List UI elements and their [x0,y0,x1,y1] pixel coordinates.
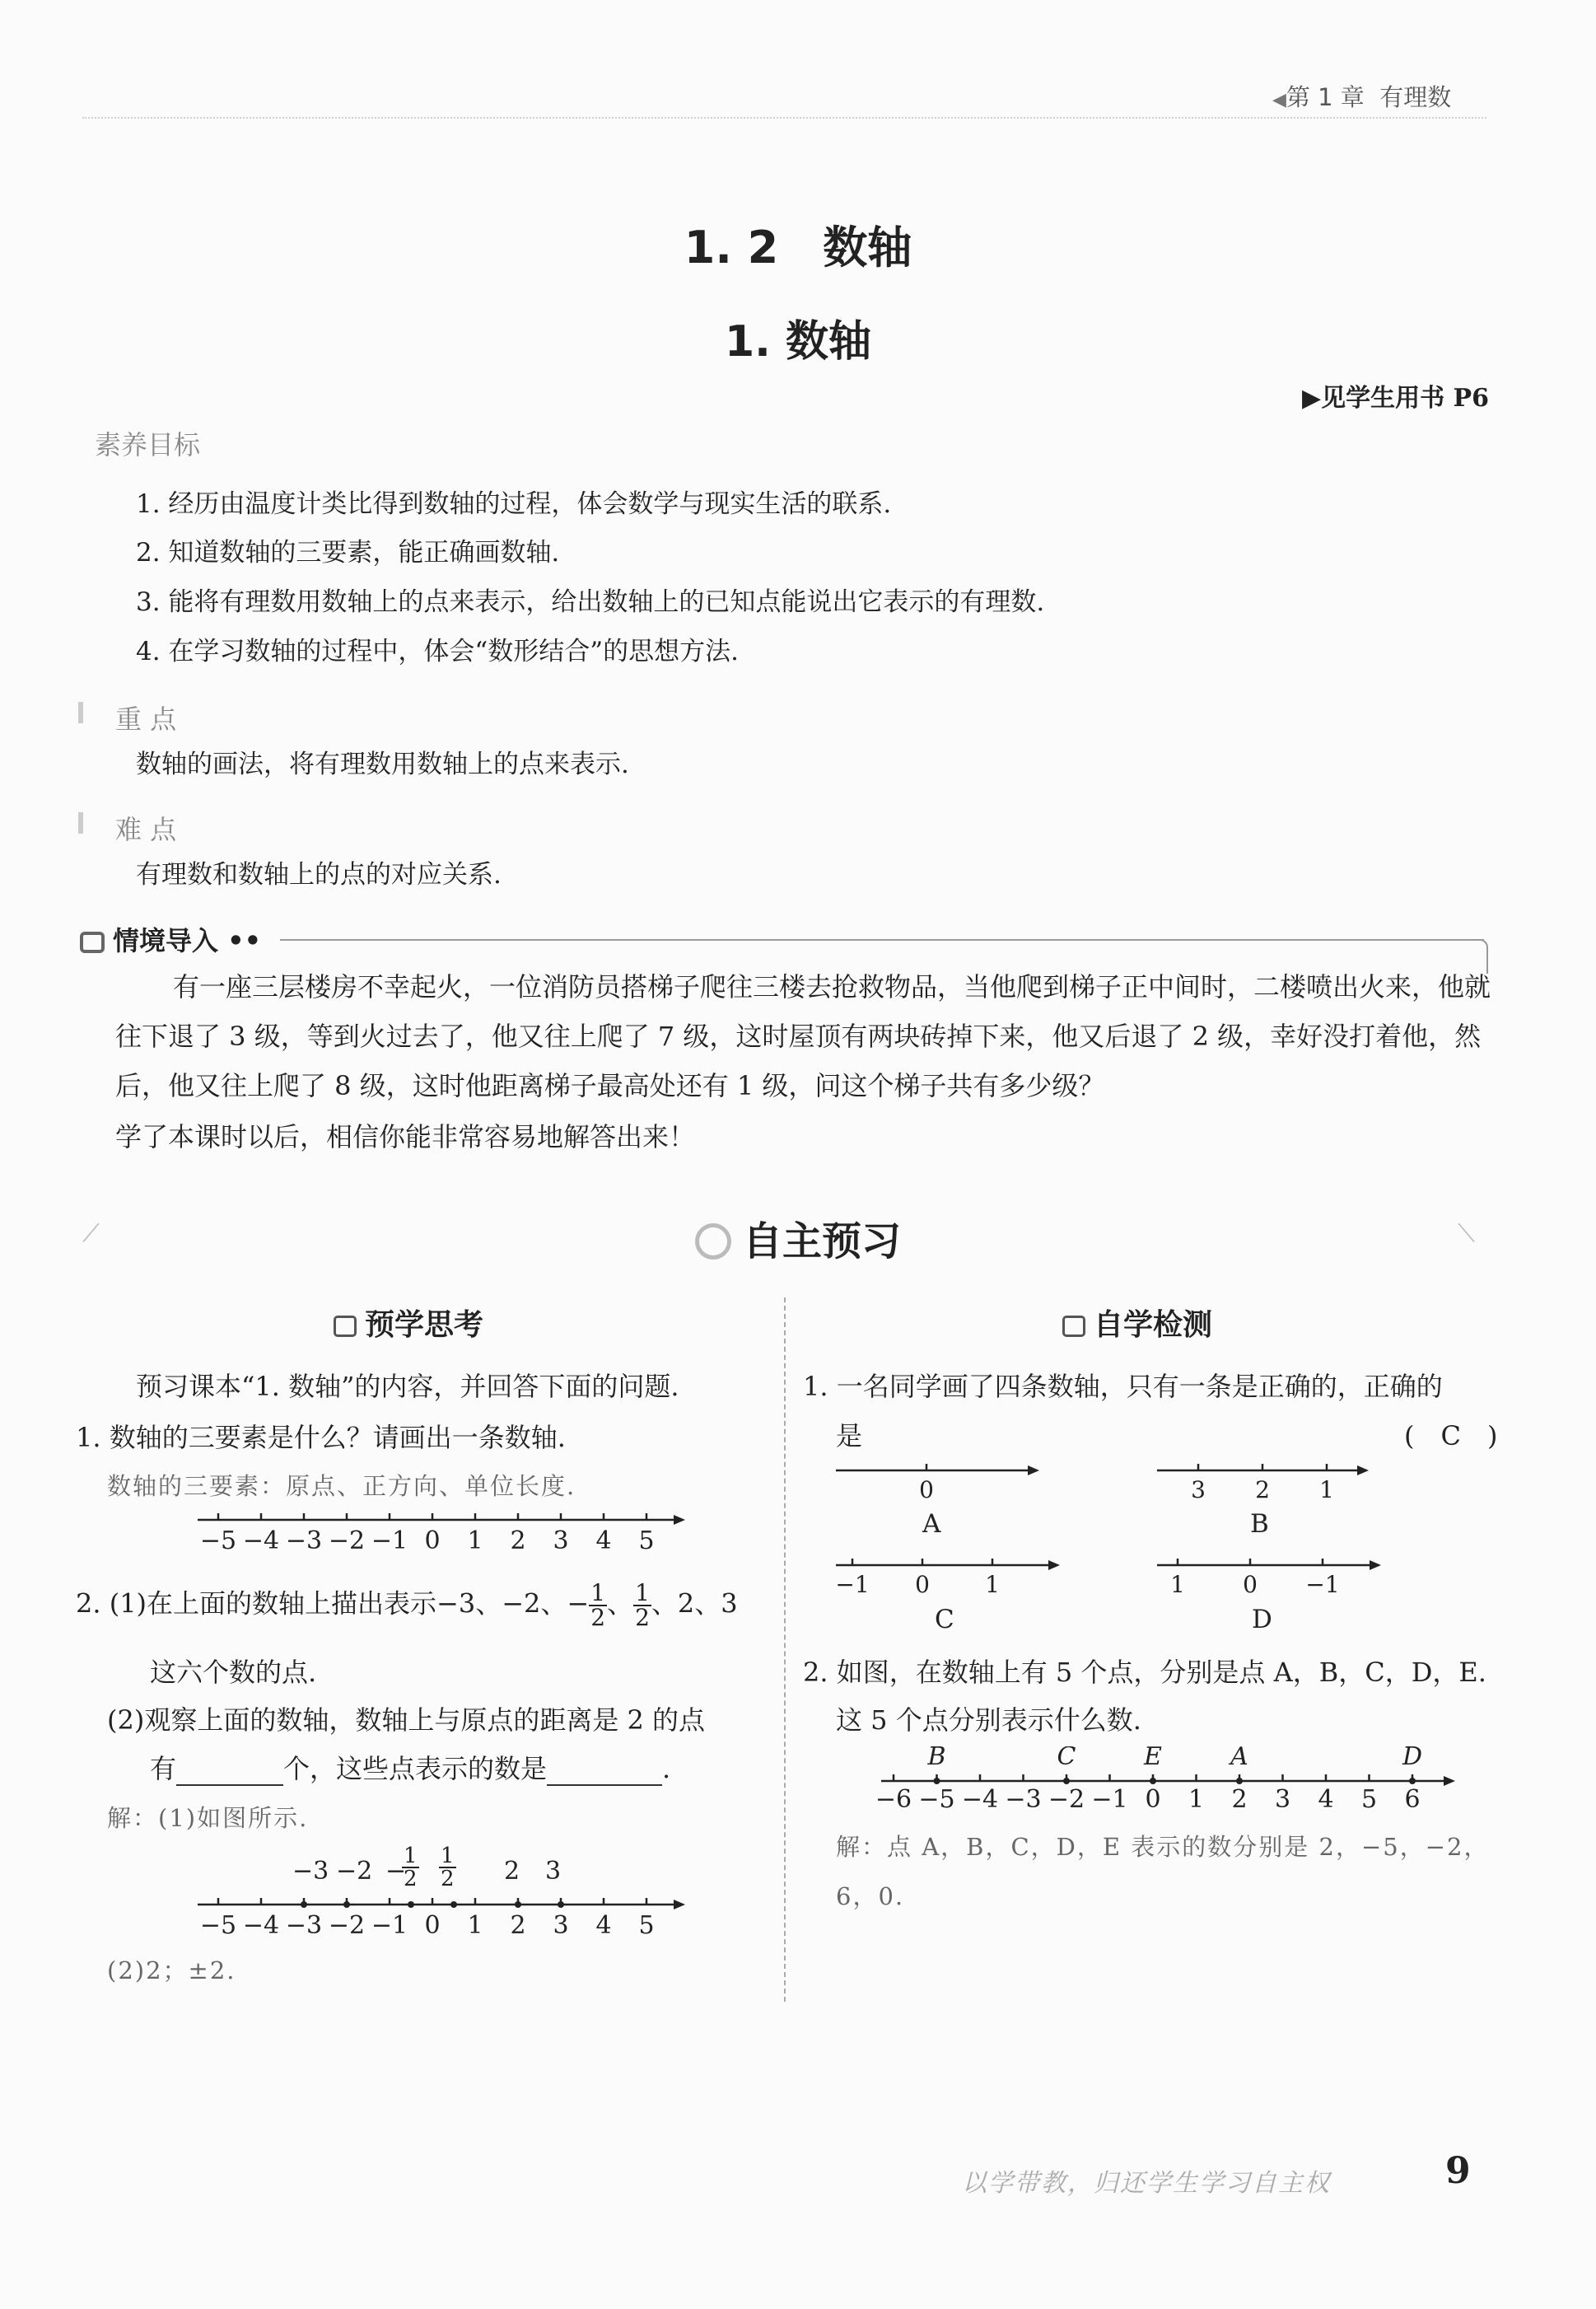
intro-closing: 学了本课时以后，相信你能非常容易地解答出来！ [115,1121,696,1152]
point-E [1150,1778,1156,1784]
tick-label: 0 [915,1571,930,1598]
mark-label: −3 [292,1857,329,1886]
decor-right-icon: ⟍ [1458,1219,1475,1248]
answer-choice: ( C ) [1404,1420,1498,1451]
frac-num: 1 [404,1844,418,1868]
axis-option-b [1153,1458,1384,1507]
q2-part2: (2)观察上面的数轴，数轴上与原点的距离是 2 的点 [107,1704,706,1736]
tick-label: 3 [553,1911,569,1940]
fraction-one-half [589,1579,607,1631]
goals-label: 素养目标 [95,429,201,460]
tick-label: −3 [285,1911,323,1940]
frac-den: 2 [441,1867,455,1891]
q2-numbers-a: −3、−2、− [436,1587,590,1620]
tick-label: 0 [1145,1785,1161,1812]
point-label: B [927,1746,946,1771]
checklist-icon [1062,1316,1085,1337]
tick-label: −1 [1091,1785,1128,1812]
chat-box-icon [80,932,105,953]
tick-label: 0 [1243,1571,1258,1598]
tick-label: −1 [371,1911,408,1940]
subsection-title: 1. 数轴 [724,317,872,367]
section-title: 1. 2 数轴 [684,222,912,273]
mark-label: 3 [545,1857,562,1886]
ring-icon [695,1223,731,1260]
number-line-1 [181,1499,692,1557]
q2-text: 2. (1)在上面的数轴上描出表示 [76,1587,437,1620]
frac-den: 2 [404,1867,418,1891]
point-D [1409,1778,1416,1784]
right-solution: 解：点 A，B，C，D，E 表示的数分别是 2，−5，−2， [836,1833,1490,1861]
chapter-title: 有理数 [1379,83,1452,111]
tick-label: 2 [510,1526,526,1555]
option-d-caption: D [1252,1605,1272,1634]
tick-label: 0 [424,1911,441,1940]
chapter-number: 第 1 章 [1286,83,1365,111]
tick-label: 1 [1319,1476,1334,1503]
right-question-2: 2. 如图，在数轴上有 5 个点，分别是点 A，B，C，D，E. [803,1657,1486,1688]
point-label: A [1230,1746,1248,1771]
tick-label: 1 [1188,1785,1205,1812]
frac-num: 1 [635,1579,650,1606]
left-title: 预学思考 [365,1308,484,1342]
marked-point [558,1901,564,1908]
frac-num: 1 [590,1579,606,1606]
mark-label: −2 [336,1857,373,1886]
q2-part2-a: 有 [150,1753,177,1784]
tick-label: 0 [424,1526,441,1555]
frac-den: 2 [635,1604,650,1631]
tick-label: 5 [638,1526,655,1555]
q2-continuation: 这六个数的点. [150,1657,317,1688]
tick-label: −5 [918,1785,955,1812]
intro-rule [280,939,1484,941]
left-question-1: 1. 数轴的三要素是什么？请画出一条数轴. [76,1422,566,1453]
q2-numbers-b: 、2、3 [651,1587,738,1620]
left-triangle-icon: ◀ [1272,90,1286,110]
marked-point [301,1901,307,1908]
point-B [934,1778,940,1784]
axis-option-c [832,1553,1062,1602]
tick-label: 3 [553,1526,569,1555]
right-question-2-cont: 这 5 个点分别表示什么数. [836,1704,1141,1736]
tick-label: −4 [961,1785,999,1812]
tick-label: −5 [199,1526,237,1555]
option-a-caption: A [922,1509,941,1539]
difficulty-label: 难 点 [115,814,177,845]
q2-sep: 、 [607,1587,634,1620]
frac-den: 2 [590,1604,606,1631]
right-solution-cont: 6，0. [836,1882,905,1910]
frac-num: 1 [441,1844,455,1868]
left-heading [334,1302,483,1344]
axis-option-d [1153,1553,1392,1602]
tick-label: −5 [199,1911,237,1940]
point-label: C [1057,1746,1076,1771]
page-number: 9 [1445,2150,1471,2192]
difficulty-bar [78,812,83,834]
tick-label: −2 [1048,1785,1085,1812]
intro-label: 情境导入 [113,925,219,956]
tick-label: −1 [371,1526,408,1555]
tick-label: −6 [875,1785,912,1812]
point-C [1063,1778,1070,1784]
key-point-text: 数轴的画法，将有理数用数轴上的点来表示. [136,750,629,779]
tick-label: 4 [595,1911,612,1940]
axis-option-a [832,1458,1062,1507]
key-point-bar [78,702,83,723]
tick-label: 1 [1170,1571,1185,1598]
tick-label: 2 [1231,1785,1248,1812]
option-b-caption: B [1250,1509,1269,1539]
q2-part2-blanks [150,1748,670,1786]
answer-blank[interactable] [547,1784,662,1786]
option-c-caption: C [935,1605,954,1634]
tick-label: 3 [1191,1476,1206,1503]
tick-label: −4 [242,1911,280,1940]
tick-label: 1 [985,1571,1000,1598]
tick-label: 1 [467,1526,483,1555]
tick-label: 1 [467,1911,483,1940]
tick-label: −4 [242,1526,280,1555]
intro-heading: 情境导入 •• [80,920,261,958]
marked-point [408,1901,414,1908]
point-A [1236,1778,1243,1784]
footer-slogan: 以学带教，归还学生学习自主权 [962,2169,1331,2198]
chapter-header [1272,79,1451,113]
number-line-points [873,1746,1466,1812]
number-line-2 [181,1884,692,1942]
preview-banner [0,1209,1596,1266]
column-divider [784,1297,786,2002]
q2-part2-end: . [662,1753,671,1784]
fraction-one-half [633,1579,651,1631]
right-heading [1062,1302,1212,1344]
marked-point [450,1901,457,1908]
tick-label: −2 [328,1911,366,1940]
answer-blank[interactable] [176,1784,283,1786]
tick-label: 4 [595,1526,612,1555]
key-point-label: 重 点 [115,703,177,735]
tick-label: 6 [1404,1785,1421,1812]
tick-label: 2 [1255,1476,1270,1503]
tick-label: 4 [1318,1785,1334,1812]
fraction-one-half [439,1845,456,1890]
tick-label: −3 [285,1526,323,1555]
tick-label: −1 [1305,1571,1340,1598]
tick-label: 2 [510,1911,526,1940]
tick-label: 5 [638,1911,655,1940]
goal-item: 4. 在学习数轴的过程中，体会“数形结合”的思想方法. [136,637,739,666]
goal-item: 3. 能将有理数用数轴上的点来表示，给出数轴上的已知点能说出它表示的有理数. [136,587,1045,617]
marked-point [515,1901,521,1908]
point-label: D [1402,1746,1423,1771]
tick-label: 0 [919,1476,934,1503]
left-prompt: 预习课本“1. 数轴”的内容，并回答下面的问题. [136,1371,679,1402]
right-question-1: 1. 一名同学画了四条数轴，只有一条是正确的，正确的 [803,1371,1443,1402]
mark-label: 2 [504,1857,520,1886]
left-answer-1: 数轴的三要素：原点、正方向、单位长度. [107,1472,576,1500]
notebook-icon [334,1316,357,1337]
fraction-one-half [402,1845,419,1890]
right-title: 自学检测 [1094,1308,1213,1342]
solution-label: 解：(1)如图所示. [107,1804,309,1832]
goal-item: 2. 知道数轴的三要素，能正确画数轴. [136,538,560,568]
mark-label: − [385,1857,407,1886]
point-label: E [1144,1746,1162,1771]
intro-paragraph: 有一座三层楼房不幸起火，一位消防员搭梯子爬往三楼去抢救物品，当他爬到梯子正中间时，二楼喷出火来，他就往下退了 3 级，等到火过去了，他又往上爬了 7 级，这时屋顶有两块砖掉下来，他又后退了 2 级，幸好没打着他，然后，他又往上爬了 8 级，这时他距离梯子最高处还有 1 级，问这个梯子共有多少级？ [115,971,1491,1101]
tick-label: −1 [835,1571,870,1598]
goal-item: 1. 经历由温度计类比得到数轴的过程，体会数学与现实生活的联系. [136,489,892,519]
tick-label: 5 [1360,1785,1378,1812]
tick-label: −2 [328,1526,366,1555]
student-book-reference: ▶见学生用书 P6 [1302,384,1489,413]
decor-left-icon: ⟋ [82,1219,100,1248]
tick-label: 3 [1274,1785,1291,1812]
difficulty-text: 有理数和数轴上的点的对应关系. [136,860,502,890]
solution-2: (2)2；±2. [107,1956,236,1984]
right-question-1-cont: 是 [836,1420,863,1451]
header-rule [82,117,1486,119]
q2-part2-b: 个，这些点表示的数是 [283,1753,548,1784]
tick-label: −3 [1005,1785,1042,1812]
banner-title: 自主预习 [742,1218,901,1264]
marked-point [343,1901,350,1908]
left-question-2a [76,1579,738,1631]
